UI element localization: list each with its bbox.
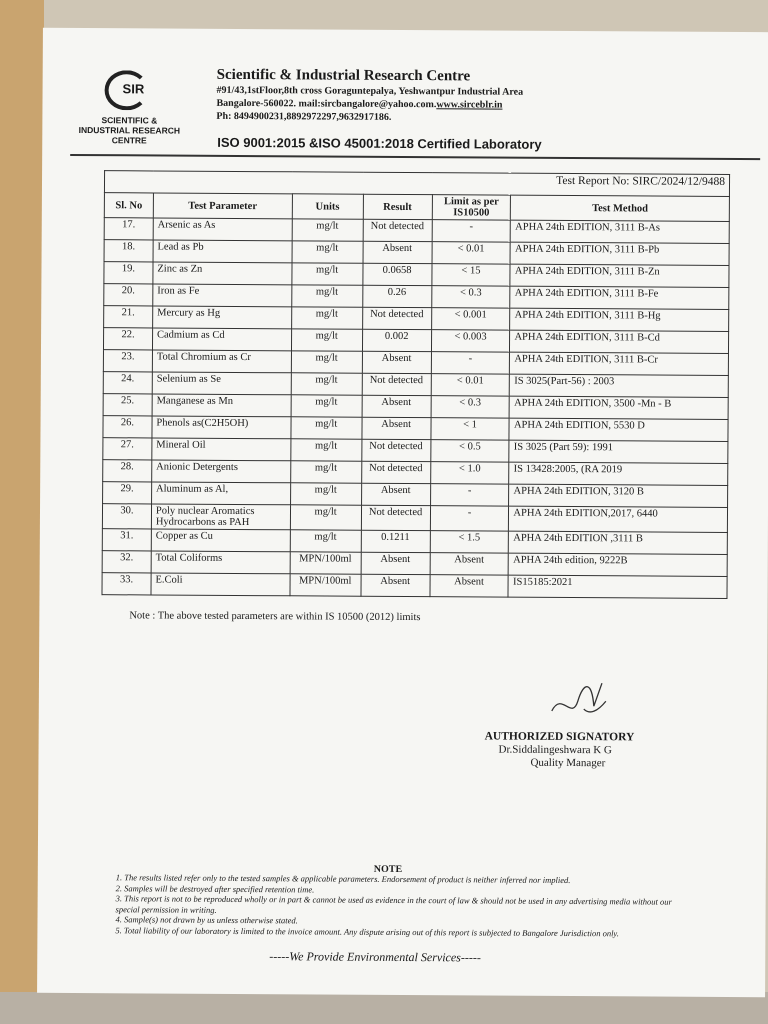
cell-limit: -: [432, 220, 511, 242]
cell-limit: < 15: [431, 264, 510, 286]
cell-result: Not detected: [361, 505, 430, 530]
footnote-item: 4. Sample(s) not drawn by us unless otherwise stated.: [115, 914, 298, 926]
col-header-test-method: Test Method: [511, 195, 730, 221]
cell-limit: < 1.0: [430, 462, 509, 484]
report-document: [37, 28, 768, 997]
cell-test-method: APHA 24th EDITION, 3111 B-Pb: [510, 242, 729, 265]
cell-sl-no: 24.: [103, 372, 152, 394]
cell-result: 0.0658: [363, 263, 432, 285]
cell-limit: Absent: [430, 575, 509, 597]
cell-limit: < 0.003: [431, 330, 510, 352]
cell-units: mg/lt: [291, 417, 362, 439]
cell-test-parameter: Manganese as Mn: [152, 394, 291, 417]
results-table: [101, 170, 730, 599]
cell-sl-no: 33.: [102, 573, 151, 595]
cell-test-method: APHA 24th EDITION, 3120 B: [509, 484, 728, 507]
col-header-units: Units: [292, 194, 363, 219]
cell-sl-no: 32.: [102, 551, 151, 573]
cell-units: mg/lt: [290, 461, 361, 483]
footnotes: [115, 872, 675, 938]
cell-units: mg/lt: [291, 373, 362, 395]
org-name: Scientific & Industrial Research Centre: [216, 66, 471, 85]
cell-units: mg/lt: [291, 307, 362, 329]
cell-sl-no: 19.: [104, 262, 153, 284]
cell-test-parameter: Copper as Cu: [151, 529, 290, 552]
table-row: [102, 504, 727, 533]
cell-result: Absent: [362, 395, 431, 417]
cell-test-parameter: Arsenic as As: [153, 218, 292, 241]
cell-units: mg/lt: [290, 483, 361, 505]
cell-result: Not detected: [361, 461, 430, 483]
cell-units: MPN/100ml: [290, 574, 361, 596]
cell-result: Absent: [361, 574, 430, 596]
cell-test-parameter: Iron as Fe: [153, 284, 292, 307]
cell-result: 0.1211: [361, 530, 430, 552]
cell-sl-no: 17.: [104, 218, 153, 240]
table-row: [102, 573, 727, 599]
cell-test-parameter: Phenols as(C2H5OH): [152, 416, 291, 439]
cell-limit: < 0.001: [431, 308, 510, 330]
footnote-title: NOTE: [373, 863, 403, 875]
cell-sl-no: 30.: [102, 504, 151, 529]
col-header-result: Result: [363, 194, 432, 219]
website-link: www.sirceblr.in: [436, 99, 503, 111]
cell-result: Absent: [361, 483, 430, 505]
cell-test-parameter: Mineral Oil: [152, 438, 291, 461]
cell-test-method: APHA 24th EDITION ,3111 B: [509, 531, 728, 554]
cell-test-parameter: Lead as Pb: [153, 240, 292, 263]
cell-sl-no: 23.: [103, 350, 152, 372]
cell-sl-no: 28.: [103, 460, 152, 482]
footnote-item: 2. Samples will be destroyed after specified retention time.: [115, 882, 315, 894]
cell-result: Not detected: [362, 307, 431, 329]
cell-units: mg/lt: [291, 395, 362, 417]
cell-test-method: APHA 24th EDITION, 5530 D: [509, 418, 728, 441]
cell-units: mg/lt: [292, 241, 363, 263]
cell-sl-no: 21.: [104, 306, 153, 328]
cell-test-parameter: Selenium as Se: [152, 372, 291, 395]
footnote-item: 5. Total liability of our laboratory is limited to the invoice amount. Any dispute arising out of this report is subjected to Bangalore Jurisdiction only.: [115, 924, 619, 938]
cell-result: Absent: [361, 552, 430, 574]
logo-org-name: SCIENTIFIC & INDUSTRIAL RESEARCH CENTRE: [78, 115, 181, 146]
col-header-test-parameter: Test Parameter: [153, 193, 292, 219]
cell-test-method: APHA 24th edition, 9222B: [509, 553, 728, 576]
signatory-title: AUTHORIZED SIGNATORY: [484, 730, 635, 744]
signatory-block: [484, 730, 634, 770]
cell-test-method: APHA 24th EDITION, 3111 B-Zn: [510, 264, 729, 287]
signature-scribble: [544, 671, 614, 731]
address-line-1: #91/43,1stFloor,8th cross Goraguntepalya, Yeshwantpur Industrial Area: [216, 84, 524, 98]
cell-limit: < 0.01: [431, 374, 510, 396]
cell-result: Absent: [362, 417, 431, 439]
cell-limit: < 0.3: [431, 396, 510, 418]
cell-sl-no: 27.: [103, 438, 152, 460]
cell-test-parameter: Poly nuclear Aromatics Hydrocarbons as PAH: [151, 504, 290, 530]
cell-result: Not detected: [361, 439, 430, 461]
cell-test-parameter: Zinc as Zn: [153, 262, 292, 285]
footnote-item: 3. This report is not to be reproduced wholly or in part & cannot be used as evidence in the court of law & should not be used in any advertising media without our special permission in writing.: [115, 893, 672, 915]
cell-sl-no: 29.: [103, 482, 152, 504]
cell-test-parameter: Mercury as Hg: [153, 306, 292, 329]
letterhead: [216, 66, 523, 125]
cell-test-method: APHA 24th EDITION, 3111 B-Cd: [510, 330, 729, 353]
cell-limit: < 0.3: [431, 286, 510, 308]
footnote-item: 1. The results listed refer only to the tested samples & applicable parameters. Endorsement of product is neither inferred nor implied.: [115, 872, 571, 886]
cell-sl-no: 18.: [104, 240, 153, 262]
sirc-logo: [76, 70, 185, 161]
cell-sl-no: 31.: [102, 529, 151, 551]
cell-limit: -: [431, 352, 510, 374]
cell-test-method: IS 3025(Part-56) : 2003: [510, 374, 729, 397]
iso-certification: ISO 9001:2015 &ISO 45001:2018 Certified Laboratory: [217, 134, 542, 152]
cell-test-parameter: Anionic Detergents: [152, 460, 291, 483]
cell-result: 0.002: [362, 329, 431, 351]
cell-result: 0.26: [362, 285, 431, 307]
cell-test-parameter: Aluminum as Al,: [151, 482, 290, 505]
col-header-sl-no: Sl. No: [104, 193, 153, 218]
cell-test-method: APHA 24th EDITION,2017, 6440: [509, 506, 728, 532]
compliance-note: Note : The above tested parameters are within IS 10500 (2012) limits: [129, 610, 421, 624]
cell-sl-no: 22.: [103, 328, 152, 350]
cell-test-method: APHA 24th EDITION, 3111 B-Fe: [510, 286, 729, 309]
cell-units: mg/lt: [292, 219, 363, 241]
cell-test-method: IS 13428:2005, (RA 2019: [509, 462, 728, 485]
cell-sl-no: 25.: [103, 394, 152, 416]
cell-units: mg/lt: [291, 351, 362, 373]
cell-result: Absent: [362, 351, 431, 373]
cell-test-method: IS 3025 (Part 59): 1991: [509, 440, 728, 463]
cell-result: Not detected: [363, 219, 432, 241]
address-line-2-text: Bangalore-560022. mail:sircbangalore@yahoo.com.: [216, 97, 437, 111]
cell-result: Not detected: [362, 373, 431, 395]
report-number: Test Report No: SIRC/2024/12/9488: [104, 171, 729, 197]
cell-test-method: APHA 24th EDITION, 3111 B-Hg: [510, 308, 729, 331]
cell-sl-no: 20.: [104, 284, 153, 306]
logo-initials: SIR: [122, 81, 145, 97]
cell-units: mg/lt: [290, 530, 361, 552]
phone-line: Ph: 8494900231,8892972297,9632917186.: [216, 110, 392, 123]
cell-test-parameter: Total Chromium as Cr: [152, 350, 291, 373]
cell-test-parameter: E.Coli: [151, 573, 290, 596]
background-floor: [0, 992, 768, 1024]
cell-test-method: IS15185:2021: [508, 575, 727, 598]
cell-units: mg/lt: [290, 439, 361, 461]
cell-test-method: APHA 24th EDITION, 3111 B-Cr: [510, 352, 729, 375]
col-header-limit: Limit as per IS10500: [432, 195, 511, 220]
cell-limit: < 1: [430, 418, 509, 440]
cell-test-method: APHA 24th EDITION, 3111 B-As: [511, 220, 730, 243]
cell-limit: Absent: [430, 553, 509, 575]
cell-units: mg/lt: [291, 329, 362, 351]
cell-limit: < 0.5: [430, 440, 509, 462]
cell-limit: -: [430, 506, 509, 531]
cell-limit: < 0.01: [432, 242, 511, 264]
cell-units: mg/lt: [292, 263, 363, 285]
cell-units: MPN/100ml: [290, 552, 361, 574]
cell-test-parameter: Total Coliforms: [151, 551, 290, 574]
cell-test-parameter: Cadmium as Cd: [152, 328, 291, 351]
table-header-row: [104, 193, 729, 222]
cell-limit: < 1.5: [430, 531, 509, 553]
cell-limit: -: [430, 484, 509, 506]
cell-units: mg/lt: [290, 505, 361, 530]
cell-units: mg/lt: [291, 285, 362, 307]
signatory-name: Dr.Siddalingeshwara K G: [498, 743, 612, 757]
cell-test-method: APHA 24th EDITION, 3500 -Mn - B: [510, 396, 729, 419]
tagline: -----We Provide Environmental Services-----: [269, 949, 481, 965]
cell-sl-no: 26.: [103, 416, 152, 438]
signatory-role: Quality Manager: [530, 756, 606, 770]
cell-result: Absent: [363, 241, 432, 263]
